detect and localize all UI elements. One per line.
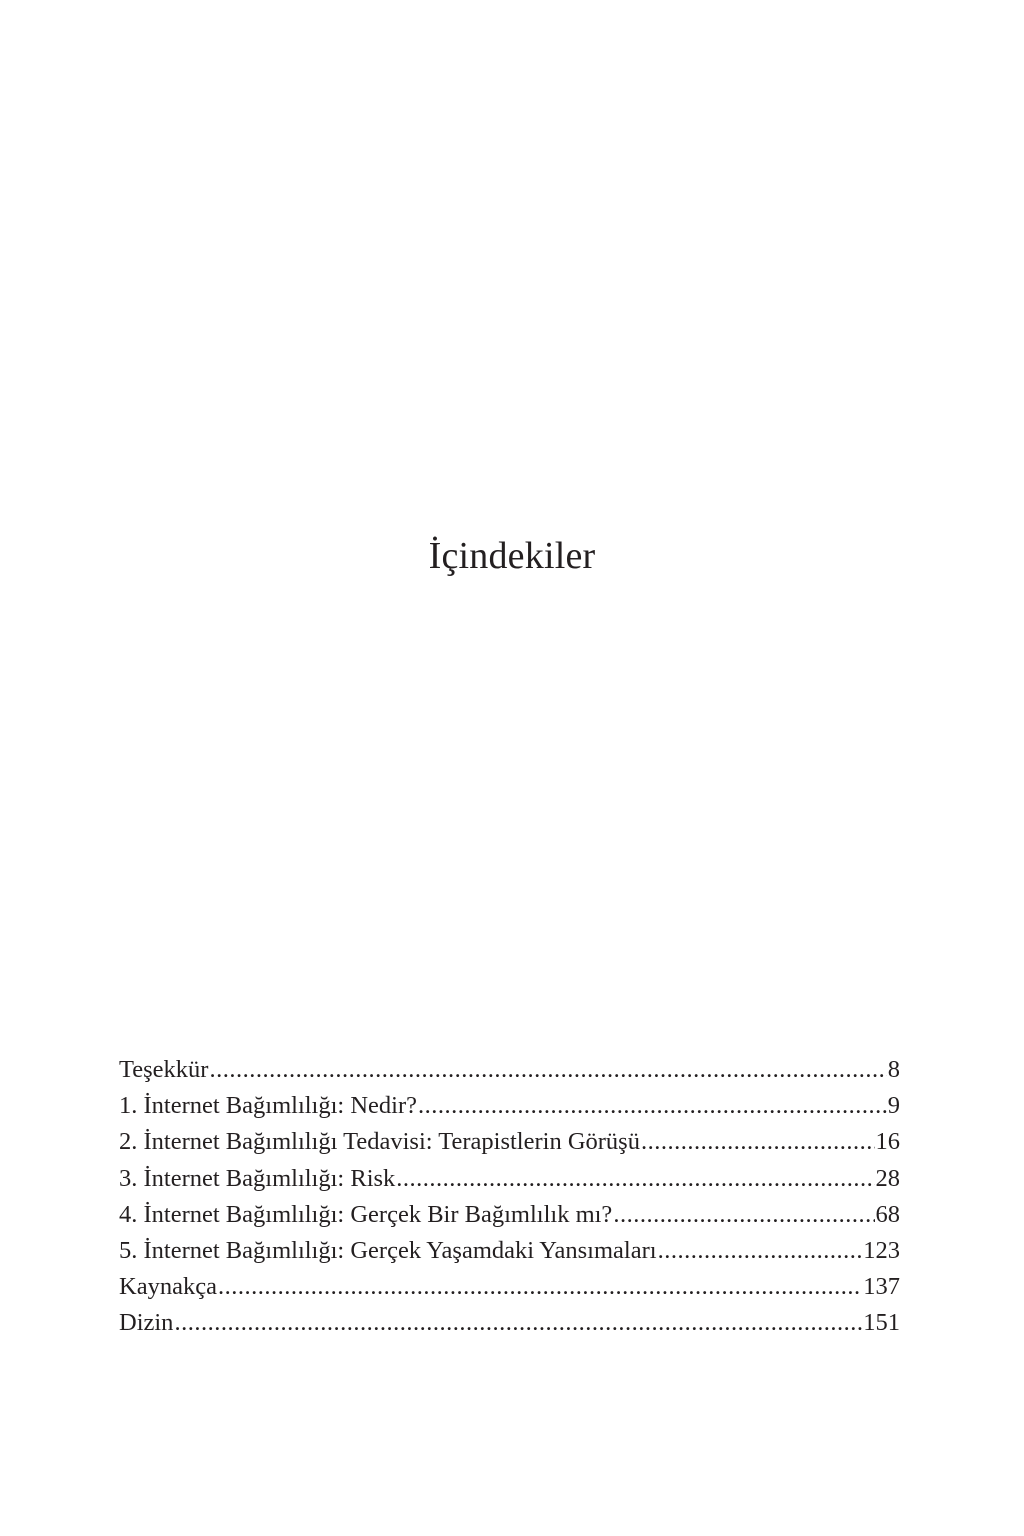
dot-leader xyxy=(218,1269,862,1305)
toc-entry-label: Dizin xyxy=(119,1309,174,1337)
dot-leader xyxy=(209,1052,886,1088)
toc-entry-page-number: 68 xyxy=(875,1200,900,1228)
toc-entry-page-number: 137 xyxy=(863,1273,900,1301)
toc-entry-page-number: 151 xyxy=(863,1309,900,1337)
toc-entry-index xyxy=(119,1305,900,1341)
toc-entry-page-number: 9 xyxy=(887,1092,900,1120)
dot-leader xyxy=(641,1124,875,1160)
toc-entry-acknowledgements xyxy=(119,1052,900,1088)
toc-entry-chapter-1 xyxy=(119,1088,900,1124)
dot-leader xyxy=(396,1161,874,1197)
toc-entry-label: Kaynakça xyxy=(119,1273,217,1301)
dot-leader xyxy=(613,1197,874,1233)
toc-entry-bibliography xyxy=(119,1269,900,1305)
toc-entry-page-number: 8 xyxy=(887,1056,900,1083)
toc-entry-chapter-3 xyxy=(119,1161,900,1197)
toc-entry-label: 3. İnternet Bağımlılığı: Risk xyxy=(119,1164,396,1192)
toc-entry-chapter-5 xyxy=(119,1233,900,1269)
toc-entry-label: 4. İnternet Bağımlılığı: Gerçek Bir Bağımlılık mı? xyxy=(119,1200,613,1228)
table-of-contents xyxy=(119,1052,900,1342)
page-title: İçindekiler xyxy=(428,535,596,577)
toc-entry-page-number: 28 xyxy=(875,1164,900,1192)
dot-leader xyxy=(418,1088,887,1124)
toc-entry-page-number: 123 xyxy=(863,1236,900,1264)
toc-entry-chapter-4 xyxy=(119,1197,900,1233)
toc-entry-label: Teşekkür xyxy=(119,1056,209,1083)
toc-entry-label: 1. İnternet Bağımlılığı: Nedir? xyxy=(119,1092,418,1120)
toc-entry-chapter-2 xyxy=(119,1124,900,1160)
dot-leader xyxy=(658,1233,863,1269)
toc-entry-label: 5. İnternet Bağımlılığı: Gerçek Yaşamdaki Yansımaları xyxy=(119,1236,657,1264)
toc-entry-label: 2. İnternet Bağımlılığı Tedavisi: Terapistlerin Görüşü xyxy=(119,1128,640,1156)
toc-entry-page-number: 16 xyxy=(875,1128,900,1156)
dot-leader xyxy=(174,1305,862,1341)
